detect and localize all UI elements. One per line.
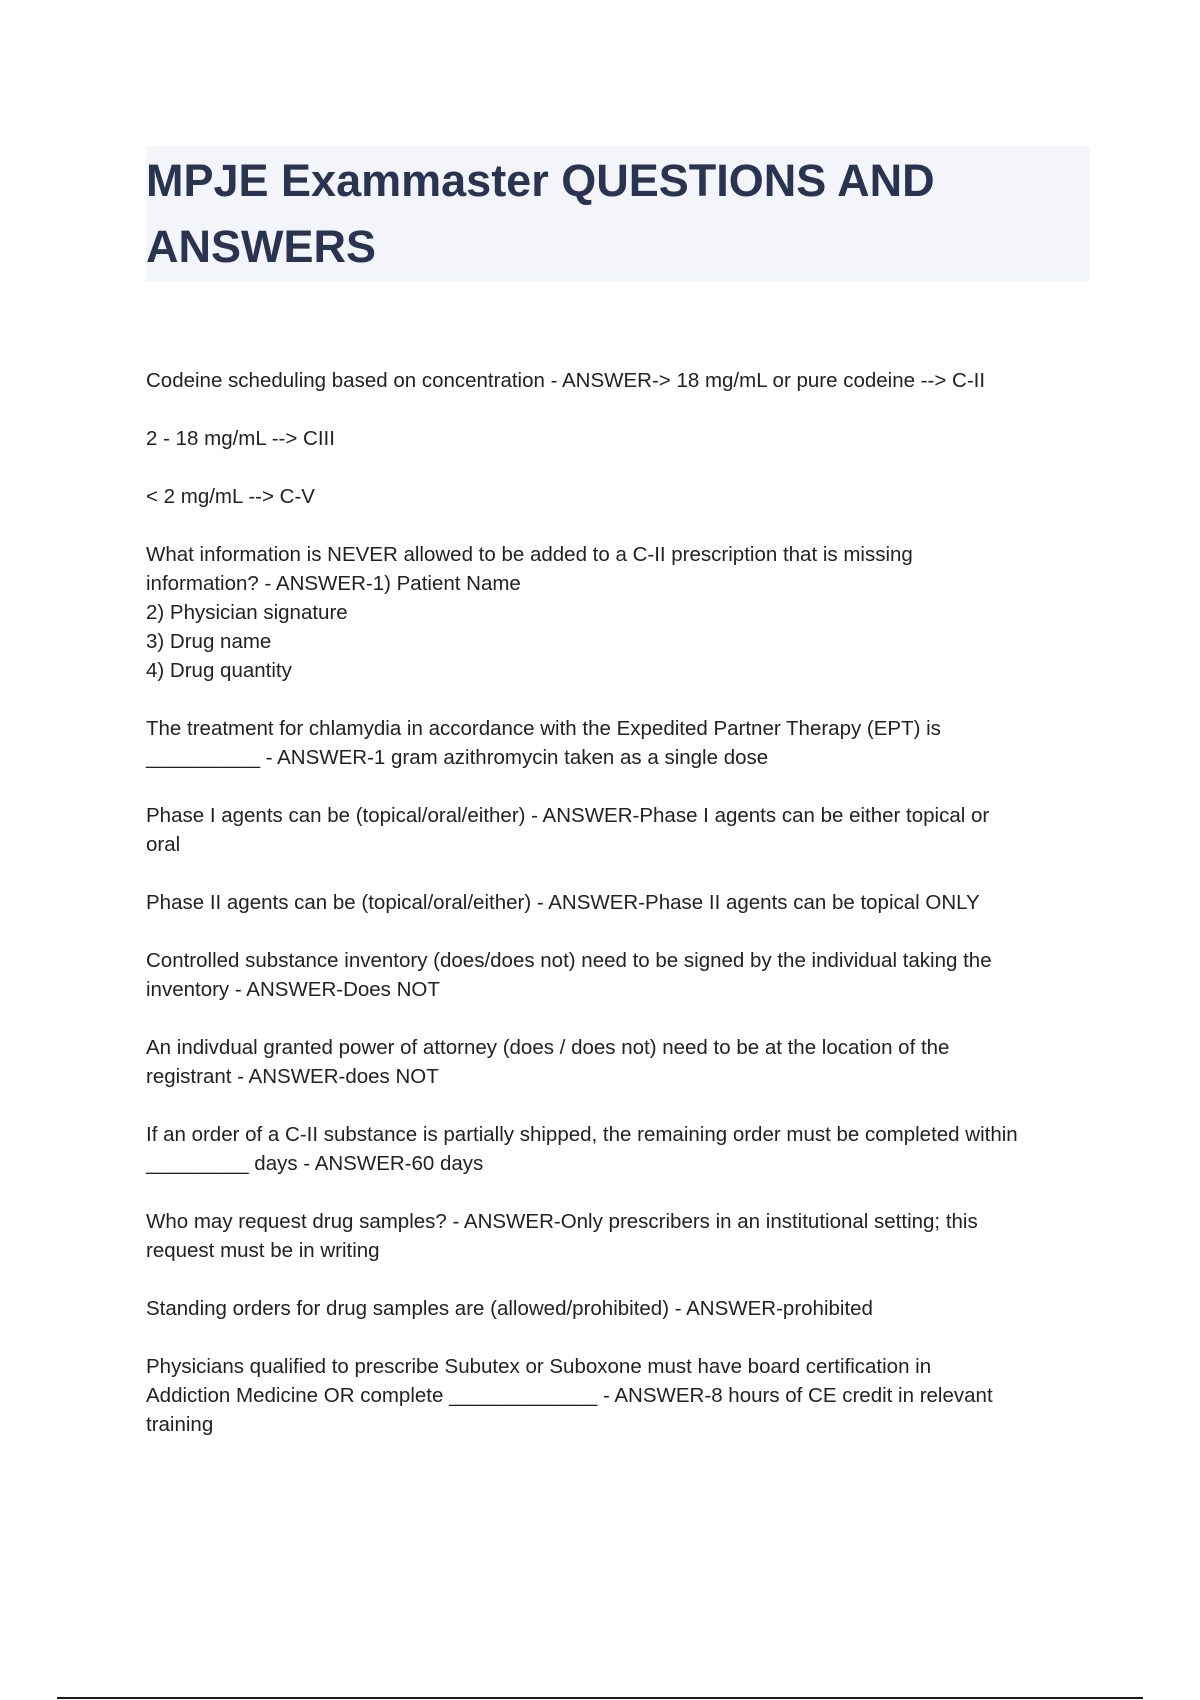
qa-paragraph: Phase II agents can be (topical/oral/either) - ANSWER-Phase II agents can be topical ONLY	[146, 891, 980, 914]
qa-paragraph: Standing orders for drug samples are (allowed/prohibited) - ANSWER-prohibited	[146, 1297, 873, 1320]
footer-rule	[57, 1697, 1143, 1699]
qa-paragraph: Who may request drug samples? - ANSWER-Only prescribers in an institutional setting; this request must be in writing	[146, 1210, 978, 1262]
qa-paragraph: < 2 mg/mL --> C-V	[146, 485, 315, 508]
qa-paragraph: 2 - 18 mg/mL --> CIII	[146, 427, 335, 450]
qa-paragraph: The treatment for chlamydia in accordance with the Expedited Partner Therapy (EPT) is __________ - ANSWER-1 gram azithromycin taken as a single dose	[146, 717, 941, 769]
qa-paragraph: Codeine scheduling based on concentration - ANSWER-> 18 mg/mL or pure codeine --> C-II	[146, 369, 986, 392]
document-title: MPJE Exammaster QUESTIONS AND ANSWERS	[146, 155, 935, 272]
qa-paragraph: What information is NEVER allowed to be added to a C-II prescription that is missing information? - ANSWER-1) Patient Name 2) Physician signature 3) Drug name 4) Drug quantity	[146, 543, 913, 682]
qa-list	[146, 366, 1100, 1468]
title-block	[146, 146, 1090, 281]
qa-paragraph: An indivdual granted power of attorney (does / does not) need to be at the location of the registrant - ANSWER-does NOT	[146, 1036, 950, 1088]
qa-paragraph: If an order of a C-II substance is partially shipped, the remaining order must be completed within _________ days - ANSWER-60 days	[146, 1123, 1018, 1175]
qa-paragraph: Controlled substance inventory (does/does not) need to be signed by the individual taking the inventory - ANSWER-Does NOT	[146, 949, 992, 1001]
qa-paragraph: Phase I agents can be (topical/oral/either) - ANSWER-Phase I agents can be either topical or oral	[146, 804, 990, 856]
qa-paragraph: Physicians qualified to prescribe Subutex or Suboxone must have board certification in Addiction Medicine OR complete _____________ - ANSWER-8 hours of CE credit in relevant training	[146, 1355, 993, 1436]
